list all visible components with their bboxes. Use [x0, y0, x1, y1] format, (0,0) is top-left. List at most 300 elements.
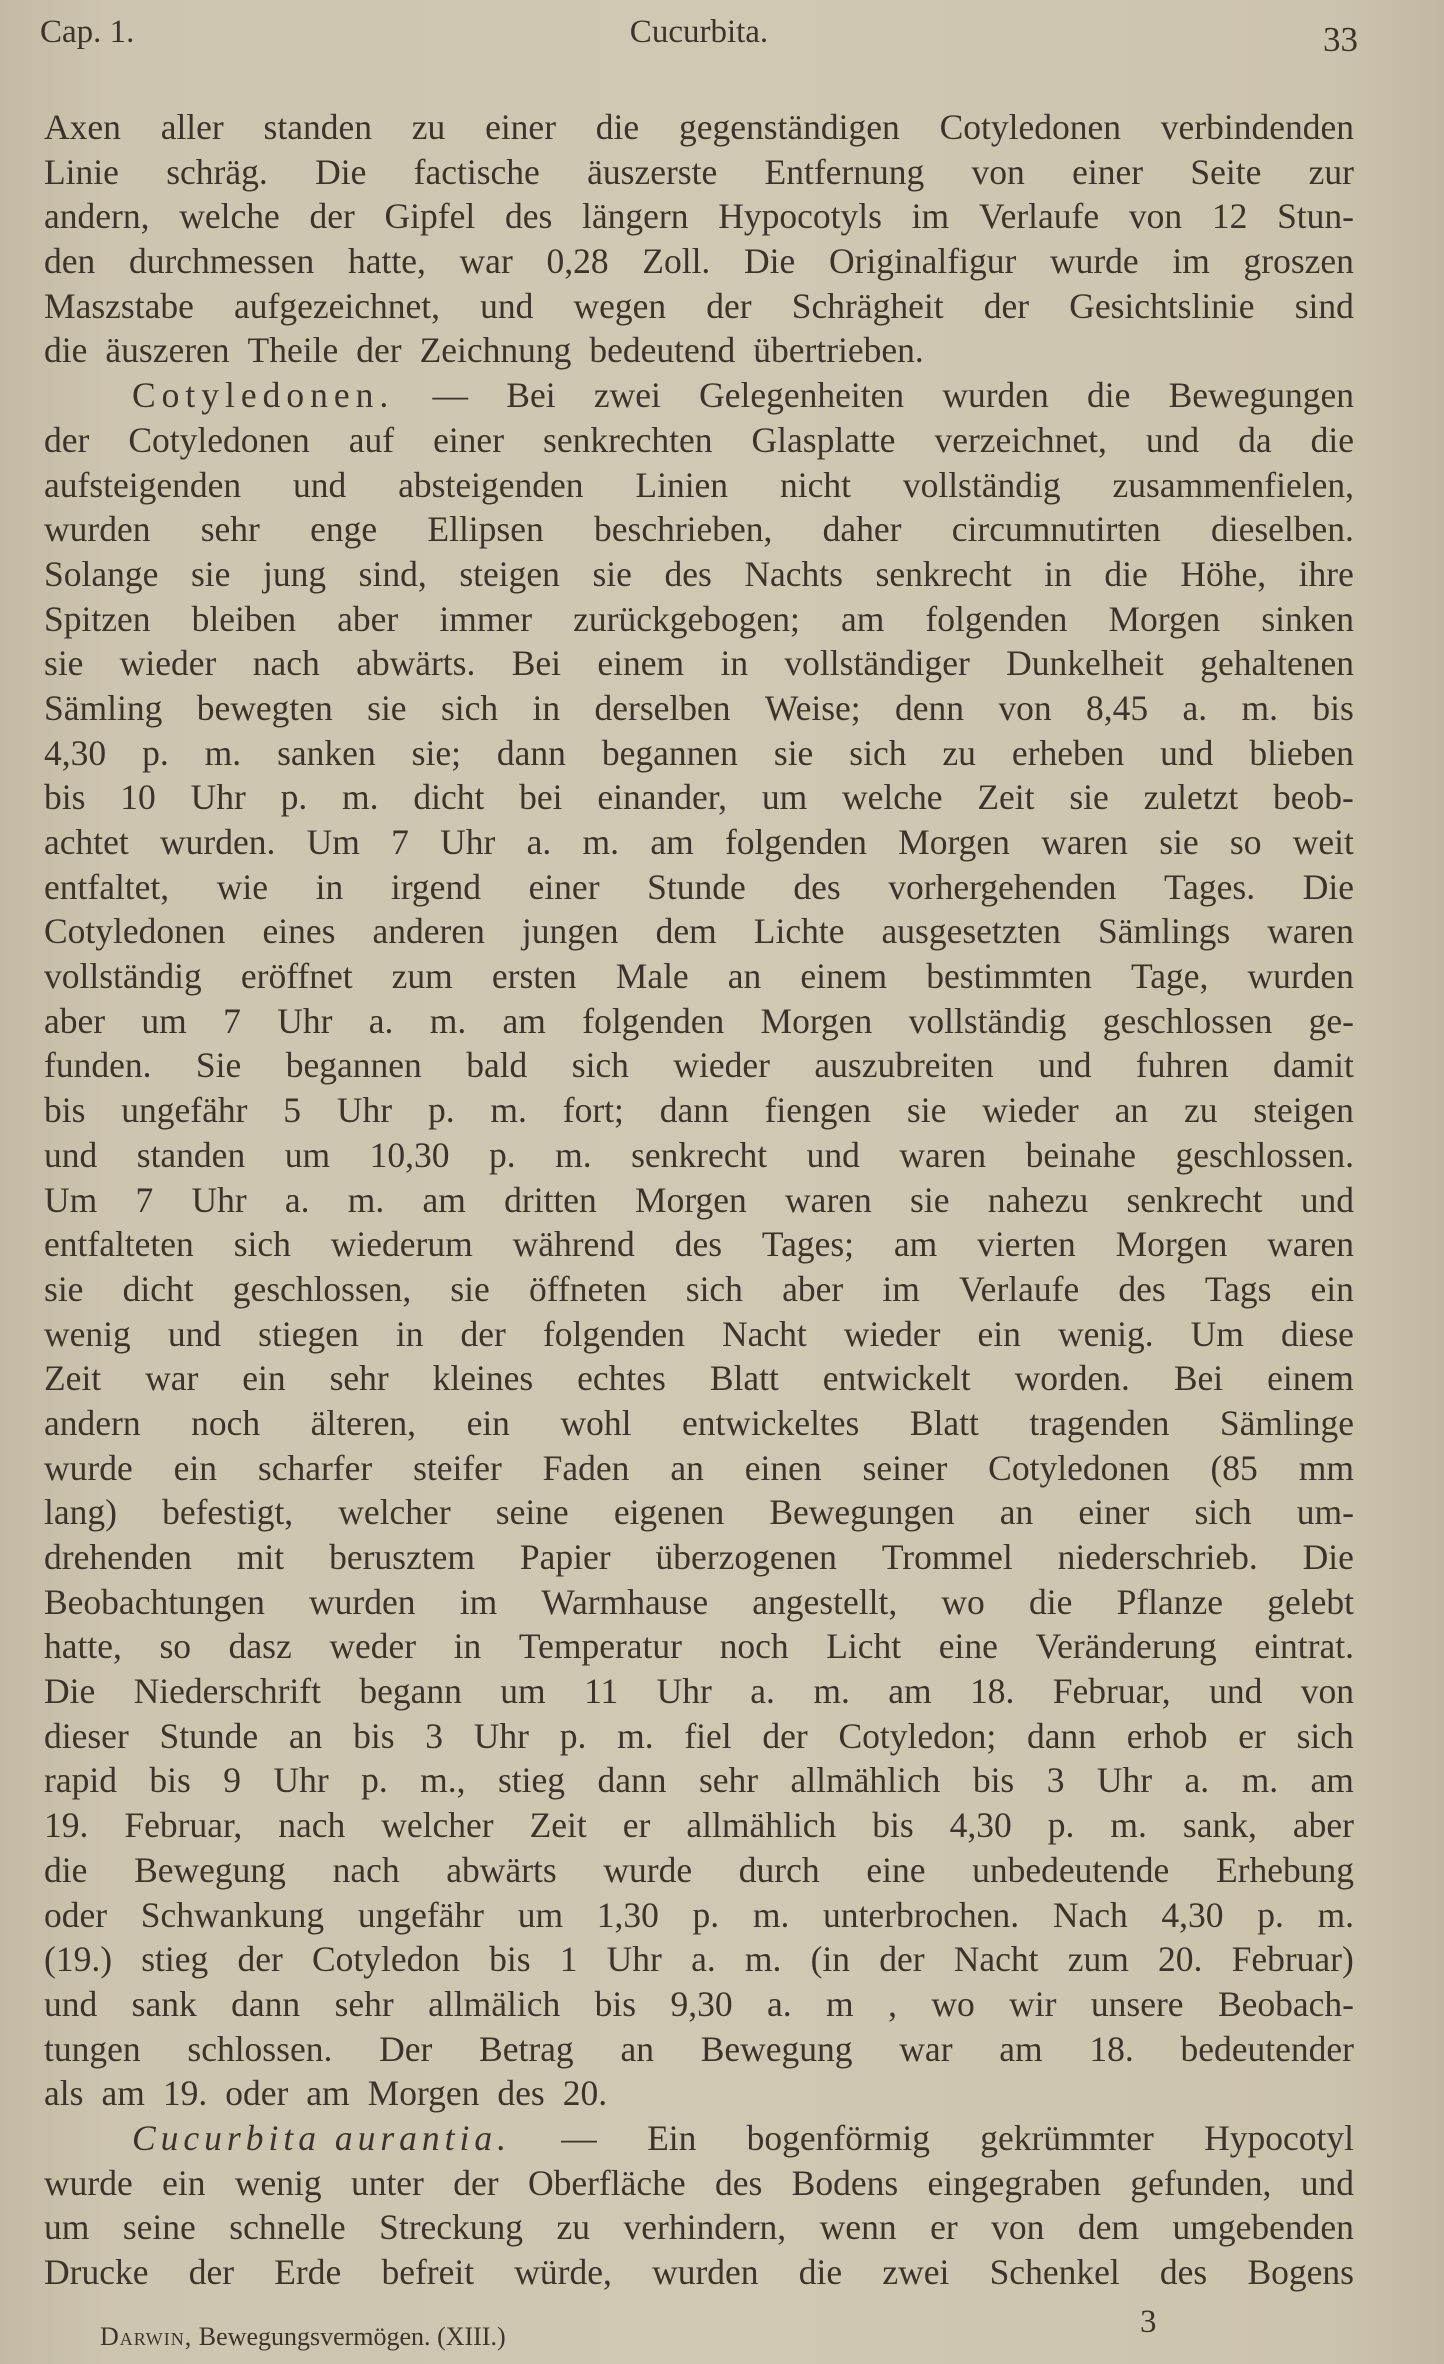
word: Tage,: [1131, 956, 1209, 997]
word: enge: [310, 509, 378, 550]
word: Um: [44, 1179, 98, 1220]
word: Drucke: [44, 2252, 149, 2292]
text-line: [44, 239, 1354, 284]
word: Die: [744, 241, 796, 282]
word: wieder: [982, 1090, 1079, 1131]
word: und: [1300, 2162, 1354, 2203]
word: zwei: [882, 2252, 950, 2292]
word: noch: [191, 1402, 261, 1443]
word: nach: [252, 643, 320, 684]
word: folgenden: [542, 1313, 685, 1354]
word: immer: [439, 598, 533, 639]
word: eröffnet: [240, 956, 353, 997]
text-line: [44, 1312, 1354, 1357]
word: dieser: [44, 1715, 129, 1756]
word: senkrecht: [631, 1134, 768, 1175]
word: folgenden: [724, 822, 867, 862]
word: anderen: [372, 911, 485, 952]
word: Februar,: [124, 1805, 243, 1846]
word: Die: [1302, 1537, 1354, 1577]
word: aber: [782, 1268, 844, 1309]
word: Uhr: [1096, 1760, 1153, 1801]
word: 19.: [162, 2073, 208, 2114]
word: Uhr: [191, 1179, 247, 1220]
word: 12: [1211, 196, 1248, 237]
word: der: [460, 1313, 506, 1354]
text-line: [44, 2205, 1354, 2250]
word: a.: [1182, 687, 1208, 728]
word: des: [793, 866, 841, 907]
word: dann: [597, 1760, 667, 1801]
text-line: [44, 1937, 1354, 1982]
word: blieben: [1249, 732, 1354, 773]
word: m.: [1110, 1805, 1147, 1846]
word: sehr: [329, 1358, 389, 1399]
word: Cotyledon;: [838, 1715, 997, 1756]
word: war: [899, 2028, 953, 2069]
word: Trommel: [881, 1537, 1013, 1577]
word: irgend: [390, 866, 481, 907]
word: ungefähr: [121, 1090, 248, 1131]
word: geschlossen,: [232, 1268, 412, 1309]
word: Morgen: [898, 822, 1010, 862]
word: um: [761, 777, 808, 818]
word: sie: [44, 643, 84, 684]
word: stieg: [141, 1939, 209, 1980]
word: a.: [691, 1939, 716, 1980]
word: bedeutend: [589, 330, 736, 371]
word: des: [1159, 2252, 1208, 2292]
word: zu: [1183, 1090, 1218, 1131]
text-line: [44, 1178, 1354, 1223]
word: Morgen: [367, 2073, 480, 2114]
word: entwickelt: [822, 1358, 971, 1399]
word: Solange: [44, 553, 159, 594]
page-footer: [100, 2304, 1220, 2352]
word: wiederum: [330, 1224, 473, 1265]
word: abwärts: [446, 1849, 557, 1890]
word: ein: [162, 2162, 206, 2203]
text-line: [44, 641, 1354, 686]
word: des: [497, 2073, 545, 2114]
word: Bodens: [791, 2162, 899, 2203]
running-header: [40, 14, 1358, 64]
word: äuszeren: [105, 330, 230, 371]
word: eine: [866, 1849, 926, 1890]
word: Streckung: [379, 2207, 524, 2248]
word: Lichte: [753, 911, 845, 952]
word: und: [806, 1134, 860, 1175]
text-line: [44, 1446, 1354, 1491]
word: Um: [1190, 1313, 1244, 1354]
word: m.: [1241, 1760, 1279, 1801]
word: (19.): [44, 1939, 113, 1980]
word: Uhr: [656, 1671, 712, 1712]
word: Schenkel: [989, 2252, 1120, 2292]
word: sich: [1194, 1492, 1252, 1533]
word: schnelle: [229, 2207, 346, 2248]
section-heading: Cucurbita aurantia.: [132, 2117, 512, 2158]
word: waren: [1041, 822, 1128, 862]
word: durchmessen: [128, 241, 315, 282]
word: dann: [1026, 1715, 1096, 1756]
word: damit: [1273, 1045, 1354, 1086]
word: p.: [1047, 1805, 1075, 1846]
word: 0,28: [546, 241, 609, 282]
word: senkrecht: [875, 553, 1012, 594]
word: dritten: [504, 1179, 597, 1220]
text-line: [44, 775, 1354, 820]
word: waren: [1267, 911, 1354, 952]
word: wurden: [652, 2252, 759, 2292]
word: unter: [350, 2162, 424, 2203]
word: ein: [1310, 1268, 1354, 1309]
word: wurde: [44, 2162, 133, 2203]
word: Morgen: [760, 1000, 873, 1041]
word: Gelegenheiten: [699, 375, 905, 416]
word: 10,30: [369, 1134, 450, 1175]
word: 3: [425, 1715, 444, 1756]
signature-mark: 3: [1140, 2304, 1157, 2340]
word: so: [159, 1626, 192, 1667]
word: jung: [262, 553, 327, 594]
word: war: [145, 1358, 199, 1399]
word: wurde: [603, 1849, 693, 1890]
word: Die: [1302, 866, 1354, 907]
word: Glasplatte: [751, 419, 896, 460]
word: befestigt,: [162, 1492, 294, 1533]
word: Temperatur: [518, 1626, 682, 1667]
word: vollständig: [902, 464, 1061, 505]
word: schlossen.: [187, 2028, 333, 2069]
word: groszen: [1243, 241, 1354, 282]
word: um: [44, 2207, 90, 2248]
text-line: [44, 1982, 1354, 2027]
word: zu: [556, 2207, 591, 2248]
word: und: [1160, 732, 1214, 773]
word: worden.: [1014, 1358, 1130, 1399]
word: der: [237, 1939, 283, 1980]
word: fort;: [562, 1090, 624, 1131]
word: so: [1229, 822, 1262, 862]
text-line: [44, 1356, 1354, 1401]
word: p.: [1257, 1894, 1284, 1935]
word: zu: [942, 732, 976, 773]
word: nicht: [779, 464, 851, 505]
word: Tags: [1204, 1268, 1272, 1309]
word: eigenen: [613, 1492, 725, 1533]
word: allmählich: [790, 1760, 941, 1801]
word: bis: [44, 1090, 86, 1131]
word: nach: [278, 1805, 346, 1846]
word: ,: [888, 1983, 897, 2024]
word: sich: [233, 1224, 291, 1265]
word: dicht: [413, 777, 485, 818]
word: drehenden: [44, 1537, 192, 1577]
word: Linie: [44, 151, 119, 192]
word: hatte,: [347, 241, 426, 282]
text-line: [44, 1088, 1354, 1133]
word: der: [188, 2252, 235, 2292]
word: Uhr: [336, 1090, 393, 1131]
word: 1: [559, 1939, 578, 1980]
word: daher: [822, 509, 902, 550]
word: er: [622, 1805, 651, 1846]
word: von: [971, 151, 1025, 192]
word: bei: [519, 777, 563, 818]
word: einem: [800, 956, 888, 997]
word: sinken: [1261, 598, 1354, 639]
word: einer: [528, 866, 600, 907]
word: Axen: [44, 107, 121, 147]
word: erheben: [1011, 732, 1125, 773]
word: Bewegungen: [769, 1492, 955, 1533]
word: Gesichtslinie: [1069, 285, 1255, 326]
word: wurde: [1049, 241, 1139, 282]
word: um-: [1296, 1492, 1354, 1533]
word: Verlaufe: [978, 196, 1100, 237]
word: bis: [1312, 687, 1354, 728]
word: Bewegung: [700, 2028, 853, 2069]
word: steigen: [459, 553, 560, 594]
text-line: [44, 1133, 1354, 1178]
word: befreit: [381, 2252, 475, 2292]
word: die: [44, 1849, 88, 1890]
word: p.: [142, 732, 169, 773]
word: ersten: [491, 956, 577, 997]
word: Stun-: [1277, 196, 1354, 237]
word: m.: [752, 1894, 790, 1935]
word: um: [500, 1671, 546, 1712]
word: die: [1087, 375, 1131, 416]
word: m.: [342, 777, 379, 818]
section-heading: Cotyledonen.: [132, 375, 395, 416]
word: Cotyledonen: [128, 419, 310, 460]
word: Erde: [274, 2252, 342, 2292]
word: Morgen: [1115, 1224, 1228, 1265]
text-line: [44, 105, 1354, 150]
word: geschlossen: [1102, 1000, 1273, 1041]
word: sehr: [698, 1760, 759, 1801]
word: um: [284, 1134, 331, 1175]
word: Gipfel: [384, 196, 476, 237]
word: 18.: [1089, 2028, 1134, 2069]
word: einander,: [597, 777, 727, 818]
word: senkrechten: [543, 419, 713, 460]
word: war: [459, 241, 513, 282]
word: ein: [173, 1447, 217, 1488]
word: der: [706, 285, 752, 326]
word: er: [930, 2207, 958, 2248]
word: sie: [1069, 777, 1109, 818]
word: 1,30: [596, 1894, 659, 1935]
word: p.: [559, 1715, 587, 1756]
word: Licht: [826, 1626, 902, 1667]
word: am: [422, 1179, 466, 1220]
word: einem: [1267, 1358, 1354, 1399]
word: m.: [744, 1939, 782, 1980]
word: Bogens: [1247, 2252, 1354, 2292]
word: Papier: [519, 1537, 611, 1577]
word: steigen: [1253, 1090, 1354, 1131]
word: Verlaufe: [958, 1268, 1080, 1309]
word: beschrieben,: [594, 509, 773, 550]
word: Cotyledonen: [44, 911, 226, 952]
word: um: [141, 1000, 187, 1041]
word: stiegen: [258, 1313, 359, 1354]
word: Hypocotyl: [1204, 2117, 1354, 2158]
word: 7: [135, 1179, 154, 1220]
text-line: [44, 1714, 1354, 1759]
word: Cotyledonen: [939, 107, 1121, 147]
text-line: [44, 1043, 1354, 1088]
word: Uhr: [606, 1939, 662, 1980]
word: dieselben.: [1210, 509, 1354, 550]
word: Erhebung: [1215, 1849, 1354, 1890]
word: des: [504, 196, 553, 237]
word: berusztem: [329, 1537, 475, 1577]
word: Cotyledonen: [988, 1447, 1170, 1488]
word: zu: [411, 107, 446, 147]
word: die: [798, 2252, 843, 2292]
word: 4,30: [1161, 1894, 1224, 1935]
word: weder: [329, 1626, 417, 1667]
word: m.,: [420, 1760, 466, 1801]
text-line: [44, 597, 1354, 642]
word: und: [44, 1983, 98, 2024]
word: 8,45: [1086, 687, 1149, 728]
word: begannen: [601, 732, 738, 773]
word: steifer: [413, 1447, 502, 1488]
text-line: [44, 686, 1354, 731]
word: Niederschrift: [133, 1671, 321, 1712]
word: der: [983, 285, 1030, 326]
word: und: [1038, 1045, 1092, 1086]
word: wurden: [1247, 956, 1354, 997]
word: begann: [359, 1671, 462, 1712]
running-title: Cucurbita.: [629, 14, 769, 50]
word: fiengen: [764, 1090, 872, 1131]
word: der: [356, 330, 402, 371]
word: Veränderung: [1035, 1626, 1217, 1667]
text-line: [44, 1535, 1354, 1580]
word: und: [480, 285, 534, 326]
word: a.: [526, 822, 552, 862]
word: p.: [361, 1760, 388, 1801]
text-line: [44, 463, 1354, 508]
word: Entfernung: [764, 151, 925, 192]
footer-volume: (XIII.): [437, 2322, 506, 2351]
word: Dunkelheit: [1006, 643, 1164, 684]
word: standen: [136, 1134, 246, 1175]
word: Tages.: [1163, 866, 1256, 907]
word: a.: [368, 1000, 394, 1041]
word: hatte,: [44, 1626, 122, 1667]
word: Hypocotyls: [718, 196, 882, 237]
word: in: [720, 643, 749, 684]
word: seiner: [862, 1447, 948, 1488]
word: sie;: [411, 732, 461, 773]
footer-author: Darwin,: [100, 2322, 193, 2351]
word: sank,: [1182, 1805, 1257, 1846]
word: wegen: [573, 285, 667, 326]
word: Höhe,: [1180, 553, 1267, 594]
text-line: [44, 552, 1354, 597]
text-line: [44, 909, 1354, 954]
word: waren: [785, 1179, 872, 1220]
word: sich: [1296, 1715, 1354, 1756]
word: seine: [495, 1492, 569, 1533]
word: am: [650, 822, 694, 862]
word: p.: [280, 777, 308, 818]
word: sank: [131, 1983, 197, 2024]
word: Bei: [511, 643, 562, 684]
text-line: [44, 1222, 1354, 1267]
text-line: [44, 1669, 1354, 1714]
word: von: [1128, 196, 1183, 237]
word: schräg.: [166, 151, 268, 192]
word: welche: [842, 777, 943, 818]
word: aber: [337, 598, 399, 639]
word: durch: [738, 1849, 820, 1890]
word: gefunden,: [1130, 2162, 1272, 2203]
word: —: [561, 2117, 597, 2158]
word: überzogenen: [655, 1537, 837, 1577]
word: aber: [1292, 1805, 1354, 1846]
word: wurden: [44, 509, 151, 550]
body-text: [44, 105, 1354, 2295]
word: am: [502, 1000, 546, 1041]
word: niederschrieb.: [1057, 1537, 1258, 1577]
word: von: [991, 2207, 1045, 2248]
word: im: [1172, 241, 1210, 282]
word: Cotyledon: [312, 1939, 460, 1980]
word: Beobachtungen: [44, 1581, 265, 1622]
word: andern: [44, 1402, 141, 1443]
word: aufgezeichnet,: [233, 285, 440, 326]
word: weit: [1292, 822, 1354, 862]
word: wenig: [44, 1313, 131, 1354]
word: 7: [223, 1000, 241, 1041]
word: die: [595, 107, 640, 147]
word: sie: [906, 1090, 947, 1131]
word: 11: [584, 1671, 619, 1712]
word: mm: [1298, 1447, 1354, 1488]
word: würde,: [514, 2252, 612, 2292]
text-line: [44, 1267, 1354, 1312]
word: fiel: [684, 1715, 732, 1756]
word: wo: [941, 1581, 985, 1622]
word: sich: [685, 1268, 743, 1309]
word: der: [44, 419, 90, 460]
word: bis: [594, 1983, 637, 2024]
word: 10: [120, 777, 156, 818]
word: Sämlings: [1097, 911, 1231, 952]
chapter-label: Cap. 1.: [40, 14, 135, 50]
word: Maszstabe: [44, 285, 194, 326]
word: sie: [1159, 822, 1199, 862]
word: circumnutirten: [951, 509, 1161, 550]
word: sehr: [200, 509, 260, 550]
footer-title: Bewegungsvermögen.: [198, 2322, 431, 2351]
word: dem: [1077, 2207, 1139, 2248]
word: dem: [655, 911, 717, 952]
word: Uhr: [440, 822, 496, 862]
word: kleines: [432, 1358, 534, 1399]
word: und: [293, 464, 347, 505]
word: nahezu: [987, 1179, 1089, 1220]
word: wo: [931, 1983, 975, 2024]
